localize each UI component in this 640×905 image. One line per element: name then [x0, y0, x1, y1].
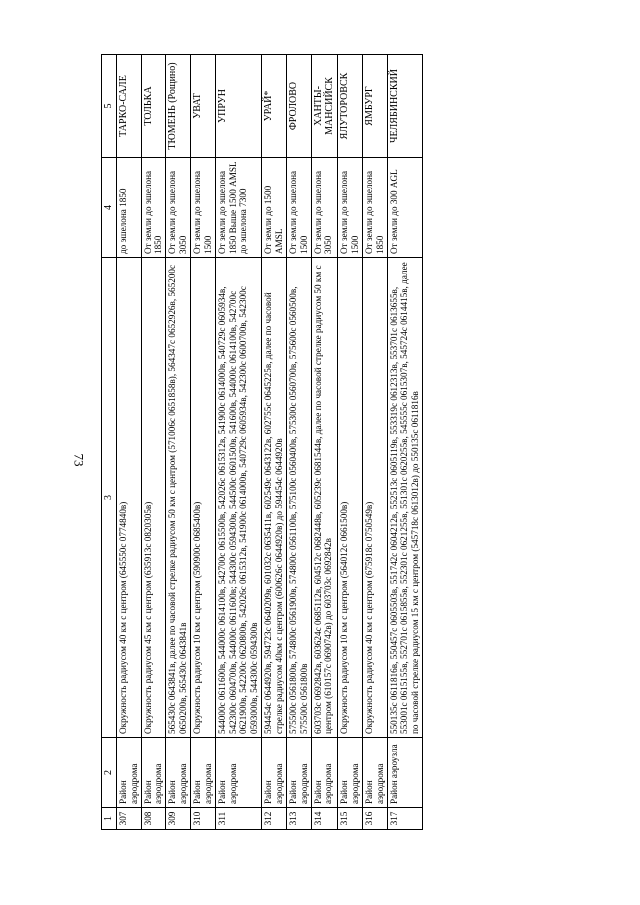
- zone-type: Район аэродрома: [362, 738, 387, 808]
- aerodrome-name: УРАЙ*: [262, 55, 287, 158]
- boundary-description: 575500с 0561800в, 574800с 0561900в, 574800с 0561100в, 575100с 0560400в, 575300с 0560700в, 575600с 0560500в, 575500с 0561800в: [286, 258, 311, 738]
- header-col-5: 5: [102, 55, 117, 158]
- row-number: 310: [190, 808, 215, 830]
- rotated-table-container: [101, 55, 501, 830]
- aerodrome-name: ЯМБУРГ: [362, 55, 387, 158]
- zone-type: Район аэродрома: [141, 738, 166, 808]
- row-number: 313: [286, 808, 311, 830]
- zone-type: Район аэродрома: [116, 738, 141, 808]
- zone-type: Район аэродрома: [338, 738, 363, 808]
- boundary-description: 550135с 0611816в, 550457с 0605503в, 551742с 0604212в, 552513с 0605119в, 553319с 0612313в, 553701с 0613655в, 553001с 0615155в, 552701с 0615855в, 552301с 0621255в, 551301с 0620255в, 545555с 0615307в, 545724с 0614415в, далее по часовой стрелке радиусом 15 км с центром (545718с 0613012в) до 550135с 0611816в: [387, 258, 423, 738]
- table-row: [190, 55, 215, 830]
- row-number: 314: [311, 808, 338, 830]
- boundary-description: 594454с 0644920в, 594723с 0640209в, 601032с 0635411в, 602549с 0643122в, 602755с 0645225в, далее по часовой стрелке радиусом 40км с центром (600626с 0644920в) до 594454с 0644920в: [262, 258, 287, 738]
- altitude-limits: От земли до эшелона 1500: [286, 158, 311, 258]
- table-body: [116, 55, 422, 830]
- aerodrome-name: УПРУН: [215, 55, 261, 158]
- row-number: 307: [116, 808, 141, 830]
- altitude-limits: От земли до эшелона 1850: [141, 158, 166, 258]
- table-row: [116, 55, 141, 830]
- aerodrome-name: ЧЕЛЯБИНСКИЙ: [387, 55, 423, 158]
- table-row: [141, 55, 166, 830]
- airspace-table: [101, 54, 423, 830]
- altitude-limits: От земли до 300 AGL: [387, 158, 423, 258]
- boundary-description: Окружность радиусом 10 км с центром (590900с 0685400в): [190, 258, 215, 738]
- row-number: 309: [166, 808, 191, 830]
- zone-type: Район аэродрома: [190, 738, 215, 808]
- altitude-limits: От земли до эшелона 1500: [190, 158, 215, 258]
- altitude-limits: От земли до эшелона 3050: [311, 158, 338, 258]
- altitude-limits: От земли до эшелона 1850 Выше 1500 AMSL до эшелона 7300: [215, 158, 261, 258]
- row-number: 315: [338, 808, 363, 830]
- table-row: [387, 55, 423, 830]
- boundary-description: 565430с 0643841в, далее по часовой стрелке радиусом 50 км с центром (571006с 0651858в), 564347с 0652926в, 565200с 0650200в, 565430с 0643841в: [166, 258, 191, 738]
- aerodrome-name: ТОЛЬКА: [141, 55, 166, 158]
- altitude-limits: От земли до 1500 AMSL: [262, 158, 287, 258]
- row-number: 312: [262, 808, 287, 830]
- aerodrome-name: ХАНТЫ-МАНСИЙСК: [311, 55, 338, 158]
- header-col-2: 2: [102, 738, 117, 808]
- boundary-description: 544000с 0611600в, 544000с 0614100в, 542700с 0615500в, 542026с 0615312в, 541900с 0614000в, 540729с 0605934в, 542300с 0604700в, 544000с 0611600в; 544300с 0594300в, 544500с 0601500в, 541600в, 544000с 0614100в, 542700с 0621900в, 542200с 0620800в, 542026с 0615312в, 541900с 0614000в, 540729с 0605934в, 542300с 0600700в, 542300с 0593000в, 544300с 0594300в: [215, 258, 261, 738]
- zone-type: Район аэродрома: [215, 738, 261, 808]
- header-col-3: 3: [102, 258, 117, 738]
- boundary-description: Окружность радиусом 45 км с центром (635913с 0820305в): [141, 258, 166, 738]
- row-number: 317: [387, 808, 423, 830]
- altitude-limits: От земли до эшелона 1500: [338, 158, 363, 258]
- header-col-4: 4: [102, 158, 117, 258]
- zone-type: Район аэроузла: [387, 738, 423, 808]
- table-row: [311, 55, 338, 830]
- zone-type: Район аэродрома: [166, 738, 191, 808]
- boundary-description: Окружность радиусом 10 км с центром (564012с 0661500в): [338, 258, 363, 738]
- aerodrome-name: ФРОЛОВО: [286, 55, 311, 158]
- row-number: 316: [362, 808, 387, 830]
- boundary-description: Окружность радиусом 40 км с центром (675918с 0750549в): [362, 258, 387, 738]
- aerodrome-name: ЯЛУТОРОВСК: [338, 55, 363, 158]
- altitude-limits: От земли до эшелона 3050: [166, 158, 191, 258]
- table-row: [215, 55, 261, 830]
- zone-type: Район аэродрома: [262, 738, 287, 808]
- aerodrome-name: ТЮМЕНЬ (Рощино): [166, 55, 191, 158]
- page-number: 73: [71, 453, 87, 467]
- aerodrome-name: УВАТ: [190, 55, 215, 158]
- table-row: [338, 55, 363, 830]
- table-row: [362, 55, 387, 830]
- aerodrome-name: ТАРКО-САЛЕ: [116, 55, 141, 158]
- table-row: [262, 55, 287, 830]
- table-row: [166, 55, 191, 830]
- header-row: [102, 55, 117, 830]
- table-row: [286, 55, 311, 830]
- zone-type: Район аэродрома: [286, 738, 311, 808]
- header-col-1: 1: [102, 808, 117, 830]
- boundary-description: 603703с 0692842в, 603624с 0685112в, 604512с 0682448в, 605239с 0681544в, далее по часовой стрелке радиусом 50 км с центром (610157с 0690742в) до 603703с 0692842в: [311, 258, 338, 738]
- altitude-limits: От земли до эшелона 1850: [362, 158, 387, 258]
- zone-type: Район аэродрома: [311, 738, 338, 808]
- row-number: 311: [215, 808, 261, 830]
- boundary-description: Окружность радиусом 40 км с центром (645550с 0774840в): [116, 258, 141, 738]
- row-number: 308: [141, 808, 166, 830]
- altitude-limits: до эшелона 1850: [116, 158, 141, 258]
